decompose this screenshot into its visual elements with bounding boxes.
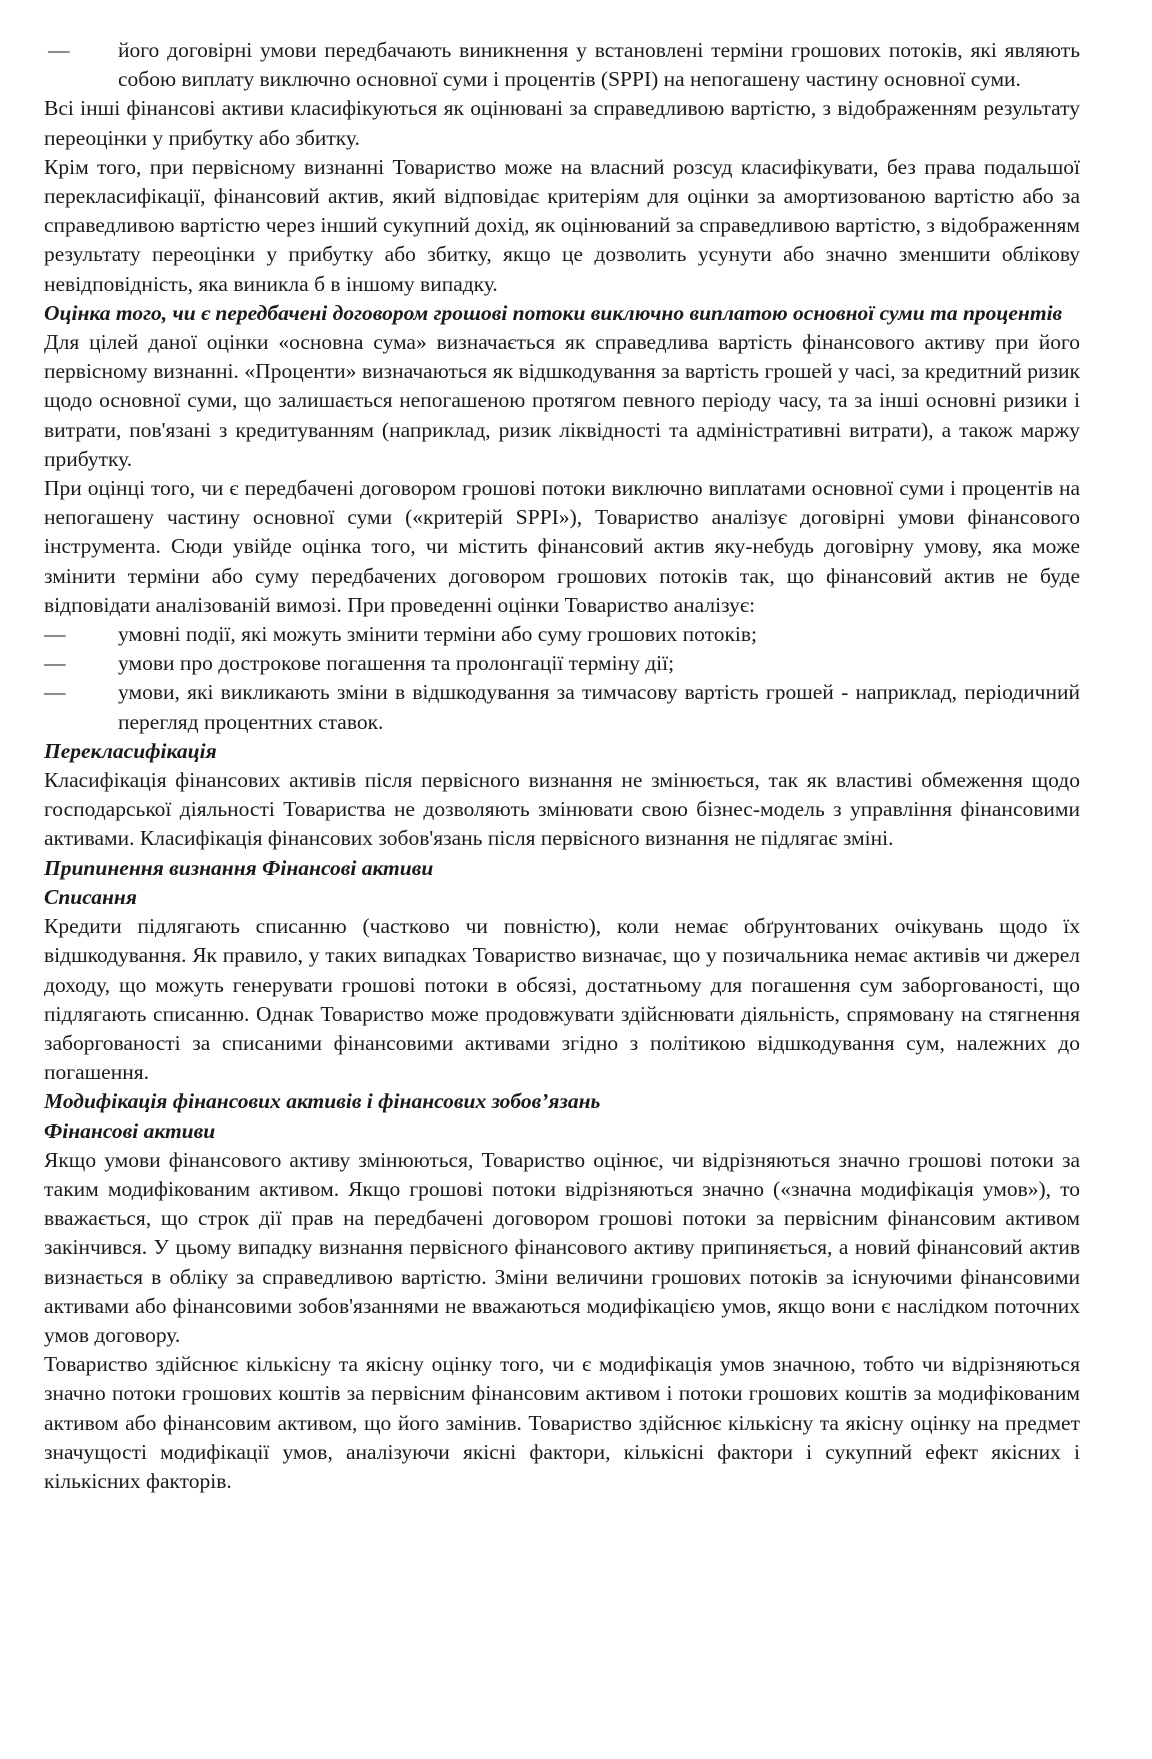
intro-list-item <box>44 36 1080 94</box>
heading-modification: Модифікація фінансових активів і фінансових зобов’язань <box>44 1089 601 1114</box>
paragraph-initial-designation: Крім того, при первісному визнанні Товариство може на власний розсуд класифікувати, без права подальшої перекласифікації, фінансовий актив, який відповідає критеріям для оцінки за амортизованою вартістю або за справедливою вартістю через інший сукупний дохід, як оцінюваний за справедливою вартістю, з відображенням результату переоцінки у прибутку або збитку, якщо це дозволить усунути або значно зменшити облікову невідповідність, яка виникла б в іншому випадку. <box>44 154 1080 296</box>
heading-reclassification: Перекласифікація <box>44 738 217 763</box>
heading-derecognition: Припинення визнання Фінансові активи <box>44 855 434 880</box>
intro-text: його договірні умови передбачають виникнення у встановлені терміни грошових потоків, які являють собою виплату виключно основної суми і процентів (SPPI) на непогашену частину основної суми. <box>118 38 1080 92</box>
paragraph-write-off: Кредити підлягають списанню (частково чи повністю), коли немає обґрунтованих очікувань щодо їх відшкодування. Як правило, у таких випадках Товариство визначає, що у позичальника немає активів чи джерел доходу, що можуть генерувати грошові потоки в обсязі, достатньому для погашення сум заборгованості, що підлягають списанню. Однак Товариство може продовжувати здійснювати діяльність, спрямовану на стягнення заборгованості за списаними фінансовими активами згідно з політикою відшкодування сум, належних до погашення. <box>44 914 1080 1085</box>
dash-marker: — <box>44 680 66 705</box>
paragraph-modification-assessment: Товариство здійснює кількісну та якісну оцінку того, чи є модифікація умов значною, тобто чи відрізняються значно потоки грошових коштів за первісним фінансовим активом і потоки грошових коштів за модифікованим активом або фінансовим активом, що його замінив. Товариство здійснює кількісну та якісну оцінку на предмет значущості модифікації умов, аналізуючи якісні фактори, кількісні фактори і сукупний ефект якісних і кількісних факторів. <box>44 1352 1080 1493</box>
paragraph-reclassification: Класифікація фінансових активів після первісного визнання не змінюється, так як властиві обмеження щодо господарської діяльності Товариства не дозволяють змінювати свою бізнес-модель з управління фінансовими активами. Класифікація фінансових зобов'язань після первісного визнання не підлягає зміні. <box>44 768 1080 851</box>
list-item-text: умови про дострокове погашення та пролонгації терміну дії; <box>118 651 675 676</box>
paragraph-principal-definition: Для цілей даної оцінки «основна сума» визначається як справедлива вартість фінансового активу при його первісному визнанні. «Проценти» визначаються як відшкодування за вартість грошей у часі, за кредитний ризик щодо основної суми, що залишається непогашеною протягом певного періоду часу, та за інші основні ризики і витрати, пов'язані з кредитуванням (наприклад, ризик ліквідності та адміністративні витрати), а також маржу прибутку. <box>44 330 1080 471</box>
dash-marker: — <box>44 651 66 676</box>
list-item <box>44 678 1080 736</box>
dash-marker: — <box>48 38 70 62</box>
paragraph-sppi-criterion: При оцінці того, чи є передбачені договором грошові потоки виключно виплатами основної суми і процентів на непогашену частину основної суми («критерій SPPI»), Товариство аналізує договірні умови фінансового інструмента. Сюди увійде оцінка того, чи містить фінансовий актив яку-небудь договірну умову, яка може змінити терміни або суму передбачених договором грошових потоків так, що фінансовий актив не буде відповідати аналізованій вимозі. При проведенні оцінки Товариство аналізує: <box>44 476 1080 617</box>
dash-marker: — <box>44 622 66 647</box>
paragraph-modification-terms: Якщо умови фінансового активу змінюються, Товариство оцінює, чи відрізняються значно грошові потоки за таким модифікованим активом. Якщо грошові потоки відрізняються значно («значна модифікація умов»), то вважається, що строк дії прав на передбачені договором грошові потоки за первісним фінансовим активом закінчився. У цьому випадку визнання первісного фінансового активу припиняється, а новий фінансовий актив визнається в обліку за справедливою вартістю. Зміни величини грошових потоків за існуючими фінансовими активами або фінансовими зобов'язаннями не вважаються модифікацією умов, якщо вони є наслідком поточних умов договору. <box>44 1147 1080 1347</box>
heading-write-off: Списання <box>44 884 137 909</box>
paragraph-other-assets: Всі інші фінансові активи класифікуються як оцінювані за справедливою вартістю, з відображенням результату переоцінки у прибутку або збитку. <box>44 96 1080 150</box>
list-item-text: умовні події, які можуть змінити терміни або суму грошових потоків; <box>118 622 758 647</box>
list-item <box>44 649 1080 678</box>
heading-financial-assets: Фінансові активи <box>44 1118 216 1143</box>
list-item-text: умови, які викликають зміни в відшкодування за тимчасову вартість грошей - наприклад, періодичний перегляд процентних ставок. <box>118 680 1080 734</box>
heading-sppi-assessment: Оцінка того, чи є передбачені договором грошові потоки виключно виплатою основної суми та процентів <box>44 300 1063 325</box>
list-item <box>44 620 1080 649</box>
